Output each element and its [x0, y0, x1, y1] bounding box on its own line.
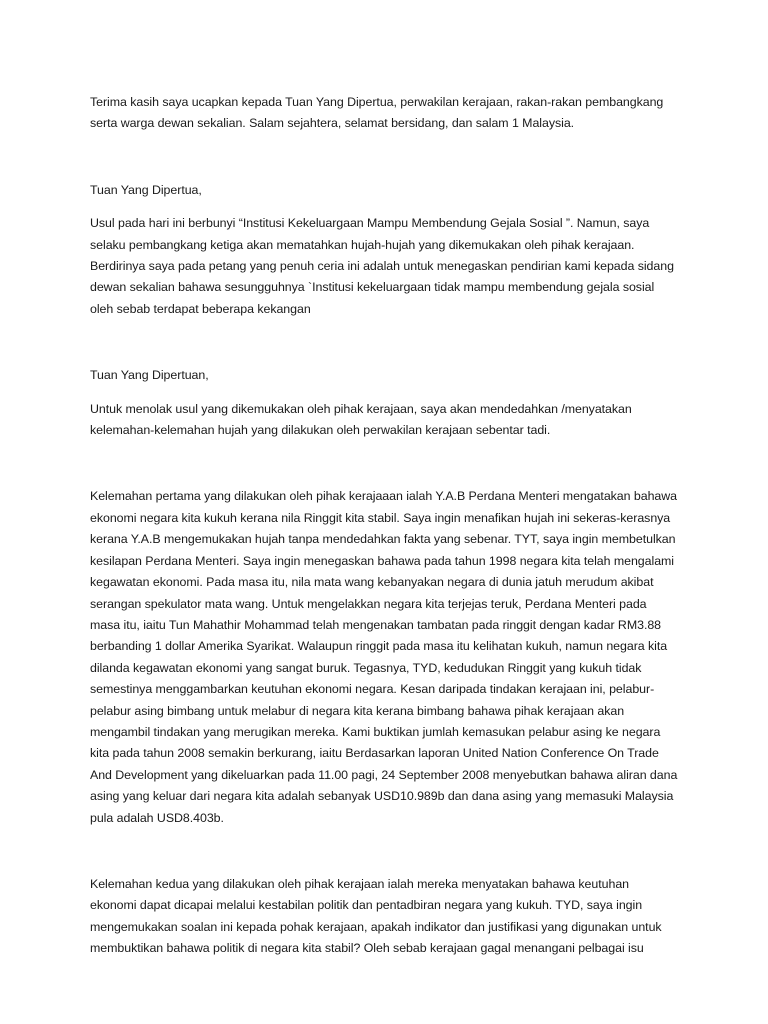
paragraph-greeting: Terima kasih saya ucapkan kepada Tuan Yang Dipertua, perwakilan kerajaan, rakan-rakan pembangkang serta warga dewan sekalian. Salam sejahtera, selamat bersidang, dan salam 1 Malaysia. [90, 95, 664, 131]
paragraph-first-weakness: Kelemahan pertama yang dilakukan oleh pihak kerajaaan ialah Y.A.B Perdana Menteri mengatakan bahawa ekonomi negara kita kukuh kerana nila Ringgit kita stabil. Saya ingin menafikan hujah ini sekeras-kerasnya kerana Y.A.B mengemukakan hujah tanpa mendedahkan fakta yang sebenar. TYT, saya ingin membetulkan kesilapan Perdana Menteri. Saya ingin menegaskan bahawa pada tahun 1998 negara kita telah mengalami kegawatan ekonomi. Pada masa itu, nila mata wang kebanyakan negara di dunia jatuh merudum akibat serangan spekulator mata wang. Untuk mengelakkan negara kita terjejas teruk, Perdana Menteri pada masa itu, iaitu Tun Mahathir Mohammad telah mengenakan tambatan pada ringgit dengan kadar RM3.88 berbanding 1 dollar Amerika Syarikat. Walaupun ringgit pada masa itu kelihatan kukuh, namun negara kita dilanda kegawatan ekonomi yang sangat buruk. Tegasnya, TYD, kedudukan Ringgit yang kukuh tidak semestinya menggambarkan keutuhan ekonomi negara. Kesan daripada tindakan kerajaan ini, pelabur-pelabur asing bimbang untuk melabur di negara kita kerana bimbang bahawa pihak kerajaan akan mengambil tindakan yang merugikan mereka. Kami buktikan jumlah kemasukan pelabur asing ke negara kita pada tahun 2008 semakin berkurang, iaitu Berdasarkan laporan United Nation Conference On Trade And Development yang dikeluarkan pada 11.00 pagi, 24 September 2008 menyebutkan bahawa aliran dana asing yang keluar dari negara kita adalah sebanyak USD10.989b dan dana asing yang memasuki Malaysia pula adalah USD8.403b. [90, 489, 678, 825]
paragraph-second-weakness: Kelemahan kedua yang dilakukan oleh pihak kerajaan ialah mereka menyatakan bahawa keutuhan ekonomi dapat dicapai melalui kestabilan politik dan pentadbiran negara yang kukuh. TYD, saya ingin mengemukakan soalan ini kepada pohak kerajaan, apakah indikator dan justifikasi yang digunakan untuk membuktikan bahawa politik di negara kita stabil? Oleh sebab kerajaan gagal menangani pelbagai isu [90, 876, 662, 956]
paragraph-salutation-2: Tuan Yang Dipertuan, [90, 368, 209, 383]
paragraph-motion: Usul pada hari ini berbunyi “Institusi Kekeluargaan Mampu Membendung Gejala Sosial ”. Namun, saya selaku pembangkang ketiga akan mematahkan hujah-hujah yang dikemukakan oleh pihak kerajaan. Berdirinya saya pada petang yang penuh ceria ini adalah untuk menegaskan pendirian kami kepada sidang dewan sekalian bahawa sesungguhnya `Institusi kekeluargaan tidak mampu membendung gejala sosial oleh sebab terdapat beberapa kekangan [90, 216, 674, 316]
paragraph-salutation-1: Tuan Yang Dipertua, [90, 182, 202, 197]
paragraph-rebuttal-intro: Untuk menolak usul yang dikemukakan oleh pihak kerajaan, saya akan mendedahkan /menyatakan kelemahan-kelemahan hujah yang dilakukan oleh perwakilan kerajaan sebentar tadi. [90, 401, 632, 438]
